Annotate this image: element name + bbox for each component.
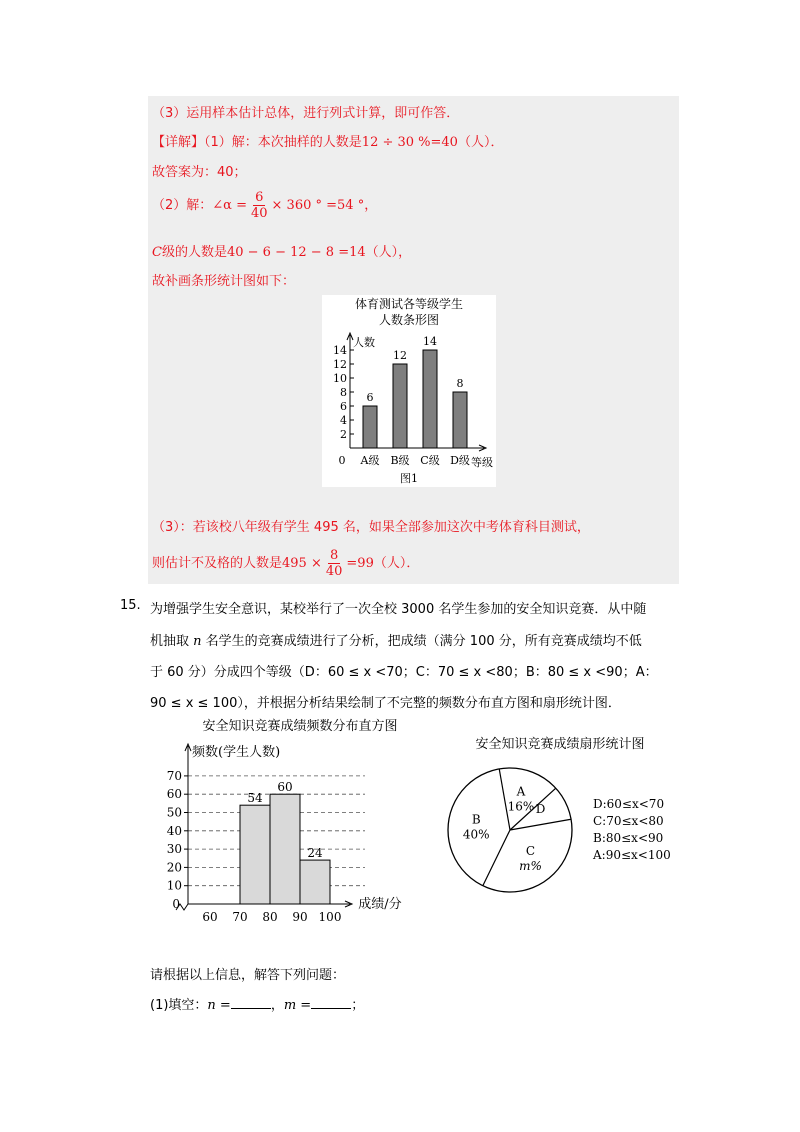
- sub1-n: n =: [207, 998, 231, 1013]
- pie-slice-label-A: A: [516, 784, 526, 799]
- x-tick-label: 100: [318, 910, 342, 924]
- y-tick-label: 6: [340, 400, 347, 413]
- y-tick-label: 30: [166, 842, 182, 857]
- bar-value-label: 6: [366, 391, 374, 404]
- fraction-numerator: 6: [255, 190, 264, 205]
- detail-unit: （人）．: [457, 135, 504, 150]
- y-tick-label: 14: [333, 344, 347, 357]
- detail-text: （1）解：本次抽样的人数是: [204, 135, 362, 150]
- part2-label: （2）解：: [152, 198, 213, 213]
- fraction-denominator: 40: [250, 206, 268, 221]
- bar-D级: [453, 392, 467, 448]
- pie-legend-item: A:90≤x<100: [593, 848, 671, 862]
- c-level-unit: （人），: [365, 245, 412, 260]
- question-line1: 为增强学生安全意识，某校举行了一次全校 3000 名学生参加的安全知识竞赛．从中随: [150, 602, 647, 617]
- pie-legend-item: C:70≤x<80: [593, 814, 664, 828]
- supplement-line: 故补画条形统计图如下：: [152, 274, 296, 289]
- y-tick-label: 2: [340, 428, 347, 441]
- part3-frac-num: 8: [329, 548, 339, 563]
- y-axis-label: 人数: [353, 336, 375, 349]
- angle-fraction: [249, 190, 270, 221]
- histogram-bar-90-100: [300, 860, 330, 904]
- pie-slice-value-C: m%: [519, 859, 542, 874]
- pie-slice-label-C: C: [525, 844, 536, 859]
- chart-title-line2: 人数条形图: [378, 313, 440, 327]
- question-line3: 于 60 分）分成四个等级（D：60 ≤ x <70；C：70 ≤ x <80；B：80 ≤ x <90；A：: [150, 665, 658, 680]
- bar-chart: [322, 295, 496, 487]
- part3-line2-text: 则估计不及格的人数是: [152, 556, 283, 571]
- y-tick-label: 10: [166, 878, 182, 893]
- part3-fraction: [324, 548, 345, 579]
- m-answer-blank[interactable]: [311, 996, 351, 1009]
- pie-legend-item: D:60≤x<70: [593, 797, 665, 811]
- x-axis-label: 成绩/分: [358, 897, 402, 912]
- origin-label: 0: [338, 454, 346, 467]
- x-tick-label: D级: [450, 454, 470, 467]
- y-tick-label: 8: [340, 386, 347, 399]
- bar-value-label: 60: [277, 780, 293, 795]
- chart-title: 安全知识竞赛成绩频数分布直方图: [202, 719, 398, 734]
- sub1-m: m =: [283, 998, 312, 1013]
- histogram-chart: [140, 716, 430, 928]
- pie-legend-item: B:80≤x<90: [593, 831, 664, 845]
- sub1-comma: ，: [270, 998, 284, 1013]
- pie-slice-value-B: 40%: [462, 827, 490, 842]
- bar-A级: [363, 406, 377, 448]
- y-tick-label: 60: [166, 787, 182, 802]
- figure-caption: 图1: [400, 472, 418, 485]
- chart-title-line1: 体育测试各等级学生: [354, 297, 464, 311]
- question-number: 15.: [120, 598, 141, 613]
- part2-line: [152, 190, 377, 221]
- answer-line: 故答案为：40；: [152, 165, 247, 180]
- origin-label: 0: [172, 897, 180, 911]
- x-tick-label: C级: [420, 454, 440, 467]
- y-tick-label: 20: [166, 860, 182, 875]
- n-answer-blank[interactable]: [231, 996, 271, 1009]
- part3-frac-den: 40: [325, 564, 343, 579]
- y-tick-label: 50: [166, 805, 182, 820]
- question-line2-a: 机抽取: [150, 634, 190, 649]
- x-tick-label: 90: [292, 910, 308, 924]
- bar-value-label: 12: [393, 349, 407, 362]
- part3-expr-b: =99: [346, 556, 374, 571]
- y-tick-label: 4: [340, 414, 347, 427]
- detail-label: 【详解】: [152, 135, 205, 150]
- c-level-expression: 40 − 6 − 12 − 8 =14: [226, 245, 366, 260]
- x-tick-label: B级: [390, 454, 410, 467]
- part3-text-post: 名，如果全部参加这次中考体育科目测试，: [342, 520, 590, 535]
- y-tick-label: 12: [333, 358, 347, 371]
- angle-expression: ∠α =: [212, 198, 247, 213]
- part3-text: （3）：若该校八年级有学生: [152, 520, 310, 535]
- sub1-label: (1)填空：: [150, 998, 208, 1013]
- y-axis-label: 频数(学生人数): [192, 745, 281, 760]
- bar-B级: [393, 364, 407, 448]
- c-level-var: C: [152, 245, 162, 260]
- question-line2-b: 名学生的竞赛成绩进行了分析，把成绩（满分 100 分，所有竞赛成绩均不低: [205, 634, 642, 649]
- x-tick-label: 60: [202, 910, 218, 924]
- step3-hint: （3）运用样本估计总体，进行列式计算，即可作答．: [152, 106, 460, 121]
- part3-expr-a: 495 ×: [282, 556, 322, 571]
- y-tick-label: 10: [333, 372, 347, 385]
- question-line4: 90 ≤ x ≤ 100），并根据分析结果绘制了不完整的频数分布直方图和扇形统计图．: [150, 696, 621, 711]
- y-tick-label: 40: [166, 823, 182, 838]
- bar-C级: [423, 350, 437, 448]
- sub1-end: ；: [351, 998, 365, 1013]
- bar-value-label: 24: [307, 846, 323, 861]
- bar-value-label: 54: [247, 791, 263, 806]
- c-level-line: [152, 241, 411, 260]
- x-axis-label: 等级: [471, 456, 493, 469]
- pie-chart: [425, 732, 700, 902]
- part3-line2: [152, 548, 419, 579]
- bar-chart-panel: [322, 295, 496, 487]
- histogram-bar-70-80: [240, 805, 270, 904]
- angle-rest: × 360 ° =54 °，: [271, 198, 378, 213]
- bar-value-label: 14: [423, 335, 437, 348]
- y-tick-label: 70: [166, 768, 182, 783]
- part3-line1: [152, 516, 590, 535]
- pie-slice-label-D: D: [535, 801, 546, 816]
- part3-number: 495: [313, 520, 339, 535]
- bar-value-label: 8: [456, 377, 464, 390]
- detail-expression: 12 ÷ 30 %=40: [361, 135, 458, 150]
- question-var-n: n: [193, 634, 202, 649]
- c-level-text: 级的人数是: [161, 245, 227, 260]
- question-sub1: [150, 994, 364, 1013]
- x-tick-label: 70: [232, 910, 248, 924]
- pie-slice-label-B: B: [471, 812, 481, 827]
- question-line2: [150, 630, 642, 649]
- chart-title: 安全知识竞赛成绩扇形统计图: [475, 737, 645, 752]
- x-tick-label: A级: [360, 454, 380, 467]
- x-tick-label: 80: [262, 910, 278, 924]
- detail-line: [152, 131, 503, 150]
- pie-slice-value-A: 16%: [507, 799, 535, 814]
- histogram-bar-80-90: [270, 794, 300, 904]
- question-prompt: 请根据以上信息，解答下列问题：: [150, 968, 346, 983]
- part3-unit: （人）．: [373, 556, 420, 571]
